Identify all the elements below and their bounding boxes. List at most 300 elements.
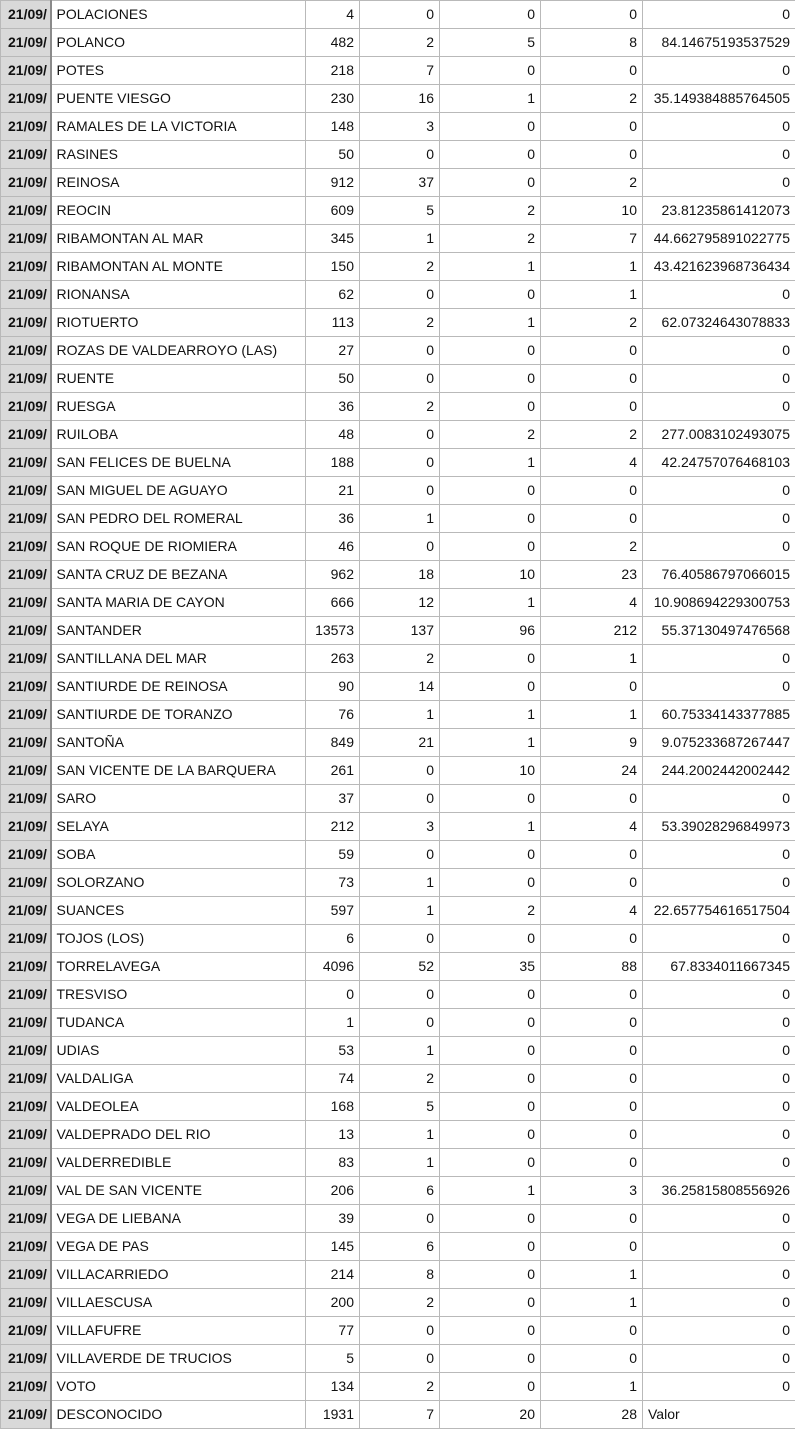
date-cell[interactable]: 21/09/ [1,1177,51,1205]
municipality-cell[interactable]: RASINES [51,141,306,169]
rate-cell[interactable]: 36.25815808556926 [643,1177,795,1205]
rate-cell[interactable]: 62.07324643078833 [643,309,795,337]
municipality-cell[interactable]: TRESVISO [51,981,306,1009]
value-cell-1[interactable]: 13573 [306,617,360,645]
value-cell-4[interactable]: 24 [541,757,643,785]
date-cell[interactable]: 21/09/ [1,1093,51,1121]
value-cell-1[interactable]: 27 [306,337,360,365]
value-cell-3[interactable]: 0 [440,1037,541,1065]
date-cell[interactable]: 21/09/ [1,617,51,645]
value-cell-3[interactable]: 0 [440,925,541,953]
rate-cell[interactable]: 0 [643,505,795,533]
value-cell-1[interactable]: 482 [306,29,360,57]
date-cell[interactable]: 21/09/ [1,673,51,701]
value-cell-4[interactable]: 9 [541,729,643,757]
municipality-cell[interactable]: TUDANCA [51,1009,306,1037]
value-cell-4[interactable]: 3 [541,1177,643,1205]
value-cell-1[interactable]: 4096 [306,953,360,981]
date-cell[interactable]: 21/09/ [1,589,51,617]
date-cell[interactable]: 21/09/ [1,141,51,169]
rate-cell[interactable]: 76.40586797066015 [643,561,795,589]
value-cell-4[interactable]: 0 [541,57,643,85]
date-cell[interactable]: 21/09/ [1,841,51,869]
value-cell-2[interactable]: 3 [360,113,440,141]
rate-cell[interactable]: 0 [643,1373,795,1401]
value-cell-1[interactable]: 230 [306,85,360,113]
value-cell-1[interactable]: 200 [306,1289,360,1317]
municipality-cell[interactable]: SANTIURDE DE TORANZO [51,701,306,729]
value-cell-1[interactable]: 212 [306,813,360,841]
value-cell-4[interactable]: 88 [541,953,643,981]
date-cell[interactable]: 21/09/ [1,197,51,225]
date-cell[interactable]: 21/09/ [1,337,51,365]
rate-cell[interactable]: 42.24757076468103 [643,449,795,477]
date-cell[interactable]: 21/09/ [1,925,51,953]
value-cell-1[interactable]: 666 [306,589,360,617]
value-cell-2[interactable]: 14 [360,673,440,701]
value-cell-1[interactable]: 261 [306,757,360,785]
value-cell-4[interactable]: 0 [541,477,643,505]
value-cell-3[interactable]: 2 [440,897,541,925]
municipality-cell[interactable]: RUESGA [51,393,306,421]
value-cell-4[interactable]: 4 [541,897,643,925]
value-cell-1[interactable]: 0 [306,981,360,1009]
value-cell-4[interactable]: 0 [541,1345,643,1373]
rate-cell[interactable]: 0 [643,645,795,673]
value-cell-3[interactable]: 0 [440,841,541,869]
value-cell-4[interactable]: 0 [541,113,643,141]
municipality-cell[interactable]: TORRELAVEGA [51,953,306,981]
value-cell-2[interactable]: 0 [360,141,440,169]
value-cell-2[interactable]: 0 [360,281,440,309]
date-cell[interactable]: 21/09/ [1,785,51,813]
value-cell-1[interactable]: 76 [306,701,360,729]
date-cell[interactable]: 21/09/ [1,1065,51,1093]
value-cell-4[interactable]: 0 [541,393,643,421]
value-cell-1[interactable]: 6 [306,925,360,953]
municipality-cell[interactable]: VILLAFUFRE [51,1317,306,1345]
value-cell-1[interactable]: 4 [306,1,360,29]
value-cell-1[interactable]: 37 [306,785,360,813]
value-cell-3[interactable]: 35 [440,953,541,981]
value-cell-4[interactable]: 1 [541,1373,643,1401]
rate-cell[interactable]: 0 [643,841,795,869]
value-cell-3[interactable]: 1 [440,85,541,113]
value-cell-1[interactable]: 113 [306,309,360,337]
value-cell-3[interactable]: 0 [440,1,541,29]
value-cell-3[interactable]: 0 [440,477,541,505]
value-cell-2[interactable]: 8 [360,1261,440,1289]
municipality-cell[interactable]: SELAYA [51,813,306,841]
rate-cell[interactable]: 0 [643,57,795,85]
date-cell[interactable]: 21/09/ [1,981,51,1009]
rate-cell[interactable]: 0 [643,785,795,813]
rate-cell[interactable]: 244.2002442002442 [643,757,795,785]
municipality-cell[interactable]: VEGA DE PAS [51,1233,306,1261]
value-cell-1[interactable]: 46 [306,533,360,561]
value-cell-2[interactable]: 137 [360,617,440,645]
date-cell[interactable]: 21/09/ [1,505,51,533]
rate-cell[interactable]: 0 [643,281,795,309]
rate-cell[interactable]: 60.75334143377885 [643,701,795,729]
value-cell-2[interactable]: 21 [360,729,440,757]
rate-cell[interactable]: 9.075233687267447 [643,729,795,757]
date-cell[interactable]: 21/09/ [1,897,51,925]
value-cell-4[interactable]: 0 [541,981,643,1009]
date-cell[interactable]: 21/09/ [1,645,51,673]
municipality-cell[interactable]: SAN FELICES DE BUELNA [51,449,306,477]
value-cell-4[interactable]: 0 [541,1233,643,1261]
date-cell[interactable]: 21/09/ [1,533,51,561]
value-cell-1[interactable]: 5 [306,1345,360,1373]
value-cell-2[interactable]: 0 [360,1317,440,1345]
value-cell-1[interactable]: 36 [306,393,360,421]
municipality-cell[interactable]: POTES [51,57,306,85]
value-cell-1[interactable]: 214 [306,1261,360,1289]
date-cell[interactable]: 21/09/ [1,85,51,113]
value-cell-1[interactable]: 1931 [306,1401,360,1429]
value-cell-1[interactable]: 83 [306,1149,360,1177]
value-cell-2[interactable]: 0 [360,421,440,449]
date-cell[interactable]: 21/09/ [1,757,51,785]
value-cell-3[interactable]: 0 [440,1009,541,1037]
value-cell-3[interactable]: 2 [440,197,541,225]
rate-cell[interactable]: 84.14675193537529 [643,29,795,57]
date-cell[interactable]: 21/09/ [1,225,51,253]
municipality-cell[interactable]: VALDALIGA [51,1065,306,1093]
value-cell-4[interactable]: 1 [541,1261,643,1289]
value-cell-2[interactable]: 3 [360,813,440,841]
value-cell-4[interactable]: 2 [541,309,643,337]
date-cell[interactable]: 21/09/ [1,729,51,757]
value-cell-4[interactable]: 0 [541,785,643,813]
value-cell-2[interactable]: 0 [360,477,440,505]
value-cell-1[interactable]: 39 [306,1205,360,1233]
value-cell-3[interactable]: 96 [440,617,541,645]
value-cell-3[interactable]: 0 [440,1149,541,1177]
value-cell-2[interactable]: 2 [360,645,440,673]
municipality-cell[interactable]: SOBA [51,841,306,869]
value-cell-3[interactable]: 0 [440,1233,541,1261]
value-cell-3[interactable]: 0 [440,645,541,673]
value-cell-2[interactable]: 0 [360,785,440,813]
municipality-cell[interactable]: SUANCES [51,897,306,925]
municipality-cell[interactable]: SANTA CRUZ DE BEZANA [51,561,306,589]
value-cell-4[interactable]: 4 [541,813,643,841]
value-cell-4[interactable]: 1 [541,701,643,729]
date-cell[interactable]: 21/09/ [1,113,51,141]
value-cell-4[interactable]: 0 [541,1093,643,1121]
date-cell[interactable]: 21/09/ [1,869,51,897]
date-cell[interactable]: 21/09/ [1,1345,51,1373]
date-cell[interactable]: 21/09/ [1,421,51,449]
value-cell-3[interactable]: 0 [440,113,541,141]
value-cell-3[interactable]: 2 [440,421,541,449]
value-cell-1[interactable]: 609 [306,197,360,225]
municipality-cell[interactable]: SANTANDER [51,617,306,645]
value-cell-2[interactable]: 37 [360,169,440,197]
value-cell-4[interactable]: 7 [541,225,643,253]
municipality-cell[interactable]: DESCONOCIDO [51,1401,306,1429]
municipality-cell[interactable]: VALDEPRADO DEL RIO [51,1121,306,1149]
value-cell-4[interactable]: 0 [541,1,643,29]
value-cell-4[interactable]: 0 [541,1009,643,1037]
date-cell[interactable]: 21/09/ [1,1037,51,1065]
value-cell-4[interactable]: 0 [541,1121,643,1149]
rate-cell[interactable]: 0 [643,981,795,1009]
municipality-cell[interactable]: RIBAMONTAN AL MAR [51,225,306,253]
municipality-cell[interactable]: VEGA DE LIEBANA [51,1205,306,1233]
value-cell-4[interactable]: 2 [541,533,643,561]
municipality-cell[interactable]: SAN PEDRO DEL ROMERAL [51,505,306,533]
value-cell-2[interactable]: 5 [360,1093,440,1121]
value-cell-2[interactable]: 1 [360,505,440,533]
date-cell[interactable]: 21/09/ [1,1121,51,1149]
value-cell-2[interactable]: 16 [360,85,440,113]
value-cell-3[interactable]: 0 [440,785,541,813]
municipality-cell[interactable]: RIBAMONTAN AL MONTE [51,253,306,281]
value-cell-3[interactable]: 0 [440,1345,541,1373]
value-cell-3[interactable]: 1 [440,729,541,757]
rate-cell[interactable]: 53.39028296849973 [643,813,795,841]
municipality-cell[interactable]: VILLACARRIEDO [51,1261,306,1289]
value-cell-2[interactable]: 6 [360,1177,440,1205]
rate-cell[interactable]: 0 [643,869,795,897]
value-cell-2[interactable]: 0 [360,533,440,561]
value-cell-1[interactable]: 36 [306,505,360,533]
date-cell[interactable]: 21/09/ [1,1,51,29]
value-cell-3[interactable]: 0 [440,869,541,897]
value-cell-2[interactable]: 1 [360,1121,440,1149]
value-cell-2[interactable]: 2 [360,29,440,57]
date-cell[interactable]: 21/09/ [1,393,51,421]
rate-cell[interactable]: 0 [643,365,795,393]
value-cell-2[interactable]: 0 [360,449,440,477]
value-cell-2[interactable]: 12 [360,589,440,617]
value-cell-1[interactable]: 263 [306,645,360,673]
value-cell-1[interactable]: 1 [306,1009,360,1037]
value-cell-1[interactable]: 62 [306,281,360,309]
value-cell-4[interactable]: 10 [541,197,643,225]
value-cell-3[interactable]: 1 [440,309,541,337]
value-cell-1[interactable]: 168 [306,1093,360,1121]
value-cell-1[interactable]: 13 [306,1121,360,1149]
rate-cell[interactable]: 0 [643,1289,795,1317]
value-cell-4[interactable]: 0 [541,869,643,897]
value-cell-1[interactable]: 345 [306,225,360,253]
value-cell-4[interactable]: 0 [541,841,643,869]
value-cell-1[interactable]: 150 [306,253,360,281]
date-cell[interactable]: 21/09/ [1,449,51,477]
value-cell-3[interactable]: 1 [440,253,541,281]
value-cell-3[interactable]: 0 [440,169,541,197]
rate-cell[interactable]: 10.908694229300753 [643,589,795,617]
date-cell[interactable]: 21/09/ [1,365,51,393]
rate-cell[interactable]: Valor [643,1401,795,1429]
value-cell-2[interactable]: 2 [360,1289,440,1317]
rate-cell[interactable]: 55.37130497476568 [643,617,795,645]
rate-cell[interactable]: 0 [643,393,795,421]
value-cell-4[interactable]: 0 [541,673,643,701]
municipality-cell[interactable]: RIOTUERTO [51,309,306,337]
date-cell[interactable]: 21/09/ [1,953,51,981]
date-cell[interactable]: 21/09/ [1,477,51,505]
value-cell-2[interactable]: 0 [360,1009,440,1037]
value-cell-4[interactable]: 0 [541,1037,643,1065]
value-cell-4[interactable]: 23 [541,561,643,589]
date-cell[interactable]: 21/09/ [1,1149,51,1177]
value-cell-3[interactable]: 10 [440,561,541,589]
value-cell-2[interactable]: 0 [360,925,440,953]
value-cell-2[interactable]: 0 [360,1205,440,1233]
value-cell-3[interactable]: 1 [440,589,541,617]
rate-cell[interactable]: 0 [643,1121,795,1149]
value-cell-2[interactable]: 18 [360,561,440,589]
municipality-cell[interactable]: UDIAS [51,1037,306,1065]
date-cell[interactable]: 21/09/ [1,1205,51,1233]
value-cell-3[interactable]: 0 [440,1121,541,1149]
rate-cell[interactable]: 43.421623968736434 [643,253,795,281]
municipality-cell[interactable]: RIONANSA [51,281,306,309]
value-cell-3[interactable]: 1 [440,1177,541,1205]
municipality-cell[interactable]: SAN MIGUEL DE AGUAYO [51,477,306,505]
value-cell-2[interactable]: 1 [360,225,440,253]
value-cell-2[interactable]: 6 [360,1233,440,1261]
value-cell-4[interactable]: 0 [541,1149,643,1177]
value-cell-4[interactable]: 1 [541,281,643,309]
rate-cell[interactable]: 0 [643,925,795,953]
rate-cell[interactable]: 44.662795891022775 [643,225,795,253]
value-cell-4[interactable]: 0 [541,337,643,365]
value-cell-4[interactable]: 1 [541,253,643,281]
municipality-cell[interactable]: REOCIN [51,197,306,225]
rate-cell[interactable]: 0 [643,141,795,169]
rate-cell[interactable]: 0 [643,113,795,141]
value-cell-1[interactable]: 962 [306,561,360,589]
municipality-cell[interactable]: POLANCO [51,29,306,57]
rate-cell[interactable]: 0 [643,1093,795,1121]
rate-cell[interactable]: 0 [643,533,795,561]
value-cell-1[interactable]: 188 [306,449,360,477]
date-cell[interactable]: 21/09/ [1,1233,51,1261]
value-cell-3[interactable]: 0 [440,505,541,533]
municipality-cell[interactable]: VILLAVERDE DE TRUCIOS [51,1345,306,1373]
value-cell-4[interactable]: 4 [541,589,643,617]
value-cell-2[interactable]: 0 [360,337,440,365]
rate-cell[interactable]: 277.0083102493075 [643,421,795,449]
value-cell-3[interactable]: 0 [440,1317,541,1345]
municipality-cell[interactable]: SOLORZANO [51,869,306,897]
value-cell-1[interactable]: 145 [306,1233,360,1261]
rate-cell[interactable]: 0 [643,337,795,365]
value-cell-1[interactable]: 597 [306,897,360,925]
value-cell-2[interactable]: 0 [360,841,440,869]
date-cell[interactable]: 21/09/ [1,1261,51,1289]
date-cell[interactable]: 21/09/ [1,253,51,281]
value-cell-3[interactable]: 10 [440,757,541,785]
value-cell-1[interactable]: 50 [306,141,360,169]
municipality-cell[interactable]: VALDERREDIBLE [51,1149,306,1177]
date-cell[interactable]: 21/09/ [1,309,51,337]
value-cell-1[interactable]: 134 [306,1373,360,1401]
value-cell-3[interactable]: 0 [440,57,541,85]
date-cell[interactable]: 21/09/ [1,169,51,197]
value-cell-3[interactable]: 0 [440,673,541,701]
value-cell-1[interactable]: 218 [306,57,360,85]
value-cell-4[interactable]: 2 [541,169,643,197]
value-cell-2[interactable]: 1 [360,1149,440,1177]
date-cell[interactable]: 21/09/ [1,29,51,57]
rate-cell[interactable]: 0 [643,1345,795,1373]
municipality-cell[interactable]: SANTA MARIA DE CAYON [51,589,306,617]
rate-cell[interactable]: 0 [643,1,795,29]
rate-cell[interactable]: 67.8334011667345 [643,953,795,981]
municipality-cell[interactable]: ROZAS DE VALDEARROYO (LAS) [51,337,306,365]
value-cell-4[interactable]: 0 [541,505,643,533]
value-cell-3[interactable]: 0 [440,533,541,561]
municipality-cell[interactable]: SANTILLANA DEL MAR [51,645,306,673]
value-cell-1[interactable]: 90 [306,673,360,701]
value-cell-1[interactable]: 50 [306,365,360,393]
value-cell-4[interactable]: 0 [541,1065,643,1093]
value-cell-2[interactable]: 2 [360,393,440,421]
rate-cell[interactable]: 0 [643,1037,795,1065]
value-cell-2[interactable]: 1 [360,897,440,925]
rate-cell[interactable]: 0 [643,1317,795,1345]
value-cell-4[interactable]: 2 [541,85,643,113]
value-cell-2[interactable]: 0 [360,757,440,785]
value-cell-3[interactable]: 0 [440,337,541,365]
value-cell-1[interactable]: 74 [306,1065,360,1093]
value-cell-2[interactable]: 7 [360,57,440,85]
value-cell-1[interactable]: 849 [306,729,360,757]
date-cell[interactable]: 21/09/ [1,701,51,729]
value-cell-1[interactable]: 148 [306,113,360,141]
value-cell-3[interactable]: 1 [440,701,541,729]
value-cell-4[interactable]: 4 [541,449,643,477]
value-cell-4[interactable]: 0 [541,365,643,393]
rate-cell[interactable]: 23.81235861412073 [643,197,795,225]
municipality-cell[interactable]: SANTOÑA [51,729,306,757]
municipality-cell[interactable]: TOJOS (LOS) [51,925,306,953]
value-cell-2[interactable]: 7 [360,1401,440,1429]
value-cell-3[interactable]: 0 [440,393,541,421]
value-cell-1[interactable]: 59 [306,841,360,869]
rate-cell[interactable]: 0 [643,1205,795,1233]
municipality-cell[interactable]: SAN ROQUE DE RIOMIERA [51,533,306,561]
value-cell-4[interactable]: 0 [541,141,643,169]
rate-cell[interactable]: 0 [643,1261,795,1289]
value-cell-4[interactable]: 8 [541,29,643,57]
value-cell-2[interactable]: 2 [360,1065,440,1093]
value-cell-3[interactable]: 0 [440,1093,541,1121]
rate-cell[interactable]: 0 [643,673,795,701]
value-cell-3[interactable]: 20 [440,1401,541,1429]
value-cell-3[interactable]: 0 [440,1373,541,1401]
value-cell-3[interactable]: 0 [440,1261,541,1289]
rate-cell[interactable]: 0 [643,169,795,197]
date-cell[interactable]: 21/09/ [1,1401,51,1429]
municipality-cell[interactable]: PUENTE VIESGO [51,85,306,113]
value-cell-3[interactable]: 0 [440,981,541,1009]
value-cell-3[interactable]: 0 [440,365,541,393]
date-cell[interactable]: 21/09/ [1,1373,51,1401]
value-cell-4[interactable]: 2 [541,421,643,449]
value-cell-3[interactable]: 0 [440,141,541,169]
value-cell-3[interactable]: 0 [440,281,541,309]
municipality-cell[interactable]: SANTIURDE DE REINOSA [51,673,306,701]
value-cell-2[interactable]: 1 [360,1037,440,1065]
